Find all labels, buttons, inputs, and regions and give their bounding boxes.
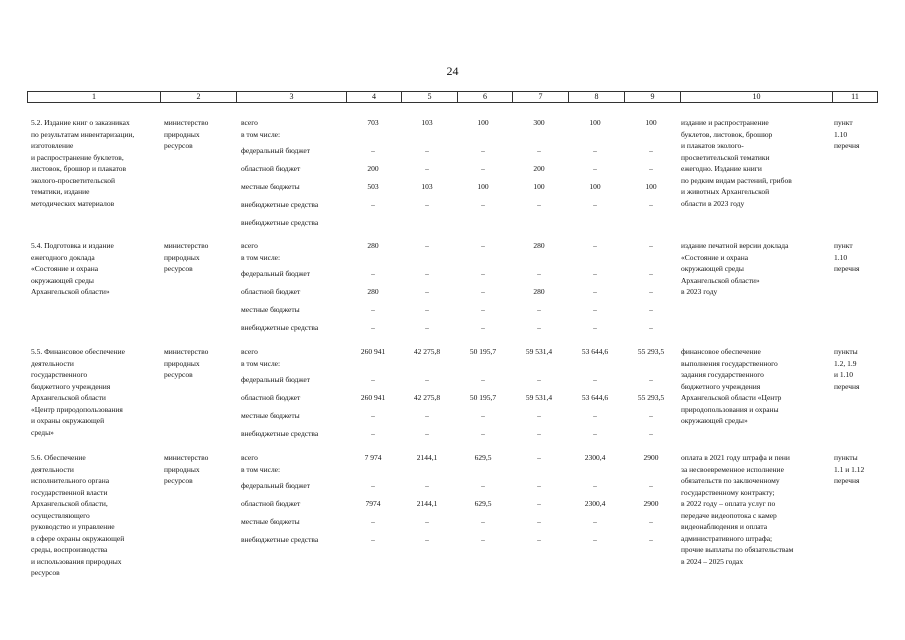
funding-value: – — [537, 269, 541, 278]
funding-value: – — [649, 323, 653, 332]
funding-value: 53 644,6 — [581, 393, 609, 402]
funding-value: 55 293,5 — [637, 393, 665, 402]
funding-source-label: местные бюджеты — [241, 182, 300, 191]
header-col-6: 6 — [457, 92, 512, 102]
header-col-8: 8 — [568, 92, 624, 102]
funding-value: – — [481, 481, 485, 490]
funding-value: – — [481, 164, 485, 173]
measure-name: 5.6. Обеспечение деятельности исполнительного органа государственной власти Архангельской области, осуществляющего руководство и управление в сфере охраны окружающей среды, воспроизводства и использования природных ресурсов — [31, 453, 125, 577]
header-col-11: 11 — [832, 92, 877, 102]
funding-value: – — [481, 287, 485, 296]
header-col-3: 3 — [236, 92, 346, 102]
funding-value: 42 275,8 — [413, 347, 441, 356]
funding-value: – — [593, 241, 597, 250]
funding-value: 100 — [477, 182, 489, 191]
funding-source-label: внебюджетные средства — [241, 535, 319, 544]
funding-value: 629,5 — [474, 499, 492, 508]
funding-value: 103 — [421, 182, 433, 191]
funding-value: – — [481, 241, 485, 250]
header-col-2: 2 — [160, 92, 236, 102]
funding-source-label: областной бюджет — [241, 499, 301, 508]
responsible-executor: министерство природных ресурсов — [164, 118, 209, 150]
funding-value: 55 293,5 — [637, 347, 665, 356]
funding-value: – — [649, 146, 653, 155]
funding-value: 100 — [645, 118, 657, 127]
funding-value: – — [371, 146, 375, 155]
funding-value: 100 — [589, 182, 601, 191]
funding-value: – — [649, 535, 653, 544]
funding-value: 100 — [477, 118, 489, 127]
funding-source-label: внебюджетные средства — [241, 200, 319, 209]
funding-source-label: областной бюджет — [241, 287, 301, 296]
funding-value: 100 — [589, 118, 601, 127]
funding-value: 200 — [367, 164, 379, 173]
funding-source-label: местные бюджеты — [241, 517, 300, 526]
funding-value: – — [649, 517, 653, 526]
funding-value: 280 — [533, 287, 545, 296]
header-col-10: 10 — [680, 92, 832, 102]
funding-value: – — [371, 269, 375, 278]
funding-source-label: федеральный бюджет — [241, 146, 311, 155]
header-col-7: 7 — [512, 92, 568, 102]
funding-value: – — [537, 453, 541, 462]
funding-source-label: всего в том числе: — [241, 241, 281, 262]
funding-value: 2300,4 — [584, 499, 606, 508]
funding-source-label: внебюджетные средства — [241, 218, 319, 227]
funding-value: – — [593, 481, 597, 490]
funding-value: – — [481, 429, 485, 438]
header-col-4: 4 — [346, 92, 401, 102]
funding-value: – — [425, 200, 429, 209]
funding-value: 703 — [367, 118, 379, 127]
funding-value: – — [593, 517, 597, 526]
funding-value: 50 195,7 — [469, 347, 497, 356]
funding-value: 7974 — [365, 499, 381, 508]
funding-value: 2300,4 — [584, 453, 606, 462]
funding-source-label: местные бюджеты — [241, 305, 300, 314]
indicator-reference: пункт 1.10 перечня — [834, 118, 860, 150]
funding-value: 59 531,4 — [525, 393, 553, 402]
funding-value: – — [593, 200, 597, 209]
funding-value: – — [649, 305, 653, 314]
funding-value: – — [481, 323, 485, 332]
measure-name: 5.2. Издание книг о заказниках по результатам инвентаризации, изготовление и распространение буклетов, листовок, брошюр и плакатов эколого-просветительской тематики, издание методических материалов — [31, 118, 135, 208]
funding-value: – — [649, 164, 653, 173]
header-col-9: 9 — [624, 92, 680, 102]
funding-value: 42 275,8 — [413, 393, 441, 402]
funding-source-label: внебюджетные средства — [241, 323, 319, 332]
funding-value: – — [371, 305, 375, 314]
funding-value: – — [371, 517, 375, 526]
funding-value: – — [425, 535, 429, 544]
funding-value: – — [425, 269, 429, 278]
funding-source-label: всего в том числе: — [241, 453, 281, 474]
funding-value: – — [481, 517, 485, 526]
funding-value: – — [481, 146, 485, 155]
funding-value: – — [425, 164, 429, 173]
funding-source-label: федеральный бюджет — [241, 481, 311, 490]
funding-value: – — [537, 146, 541, 155]
table-header-row — [27, 91, 878, 103]
funding-value: – — [481, 411, 485, 420]
funding-value: – — [425, 323, 429, 332]
funding-source-label: областной бюджет — [241, 393, 301, 402]
funding-value: – — [537, 305, 541, 314]
responsible-executor: министерство природных ресурсов — [164, 453, 209, 485]
responsible-executor: министерство природных ресурсов — [164, 241, 209, 273]
funding-value: 2900 — [643, 499, 659, 508]
funding-value: 200 — [533, 164, 545, 173]
funding-source-label: внебюджетные средства — [241, 429, 319, 438]
funding-value: – — [371, 411, 375, 420]
funding-value: – — [425, 241, 429, 250]
funding-value: 7 974 — [364, 453, 382, 462]
funding-value: – — [371, 375, 375, 384]
funding-value: – — [371, 429, 375, 438]
funding-value: – — [649, 269, 653, 278]
funding-source-label: федеральный бюджет — [241, 269, 311, 278]
expected-result: издание и распространение буклетов, листовок, брошюр и плакатов эколого- просветительской тематики ежегодно. Издание книги по редким видам растений, грибов и животных Архангельской области в 2023 году — [681, 118, 792, 208]
funding-value: – — [481, 269, 485, 278]
funding-value: 100 — [533, 182, 545, 191]
indicator-reference: пункты 1.1 и 1.12 перечня — [834, 453, 865, 485]
funding-value: – — [537, 375, 541, 384]
expected-result: издание печатной версии доклада «Состояние и охрана окружающей среды Архангельской области» в 2023 году — [681, 241, 789, 296]
funding-value: – — [593, 411, 597, 420]
funding-value: 103 — [421, 118, 433, 127]
funding-value: – — [593, 269, 597, 278]
funding-value: 503 — [367, 182, 379, 191]
funding-value: – — [371, 535, 375, 544]
indicator-reference: пункты 1.2, 1.9 и 1.10 перечня — [834, 347, 860, 391]
funding-source-label: федеральный бюджет — [241, 375, 311, 384]
funding-value: – — [649, 241, 653, 250]
funding-value: 53 644,6 — [581, 347, 609, 356]
funding-value: 2144,1 — [416, 453, 438, 462]
header-col-5: 5 — [401, 92, 457, 102]
funding-value: – — [593, 164, 597, 173]
funding-source-label: областной бюджет — [241, 164, 301, 173]
funding-value: – — [425, 146, 429, 155]
funding-value: 50 195,7 — [469, 393, 497, 402]
responsible-executor: министерство природных ресурсов — [164, 347, 209, 379]
funding-value: – — [649, 200, 653, 209]
funding-value: – — [481, 535, 485, 544]
funding-value: 300 — [533, 118, 545, 127]
funding-value: – — [537, 323, 541, 332]
funding-value: – — [537, 481, 541, 490]
expected-result: финансовое обеспечение выполнения государственного задания государственного бюджетного учреждения Архангельской области «Центр природопользования и охраны окружающей среды» — [681, 347, 782, 425]
funding-value: – — [537, 411, 541, 420]
funding-value: – — [371, 481, 375, 490]
funding-value: – — [593, 323, 597, 332]
funding-value: – — [537, 200, 541, 209]
funding-value: – — [593, 287, 597, 296]
funding-value: – — [425, 375, 429, 384]
funding-value: – — [537, 535, 541, 544]
funding-value: – — [593, 146, 597, 155]
funding-value: – — [593, 305, 597, 314]
funding-value: – — [537, 499, 541, 508]
funding-value: – — [425, 429, 429, 438]
funding-value: – — [537, 429, 541, 438]
indicator-reference: пункт 1.10 перечня — [834, 241, 860, 273]
funding-value: – — [649, 375, 653, 384]
funding-value: 2900 — [643, 453, 659, 462]
funding-value: – — [593, 429, 597, 438]
funding-source-label: всего в том числе: — [241, 347, 281, 368]
funding-source-label: всего в том числе: — [241, 118, 281, 139]
funding-value: – — [649, 287, 653, 296]
funding-value: 2144,1 — [416, 499, 438, 508]
funding-value: 280 — [367, 241, 379, 250]
funding-value: – — [425, 411, 429, 420]
funding-value: 260 941 — [360, 347, 386, 356]
funding-value: – — [481, 305, 485, 314]
funding-value: – — [649, 411, 653, 420]
funding-value: – — [425, 481, 429, 490]
funding-value: – — [593, 375, 597, 384]
funding-value: 260 941 — [360, 393, 386, 402]
expected-result: оплата в 2021 году штрафа и пени за несвоевременное исполнение обязательств по заключенному государственному контракту; в 2022 году – оплата услуг по передаче видеопотока с камер видеонаблюдения и оплата административного штрафа; прочие выплаты по обязательствам в 2024 – 2025 годах — [681, 453, 794, 566]
funding-value: – — [481, 200, 485, 209]
funding-value: – — [425, 305, 429, 314]
funding-value: – — [649, 429, 653, 438]
funding-source-label: местные бюджеты — [241, 411, 300, 420]
funding-value: 59 531,4 — [525, 347, 553, 356]
funding-value: – — [649, 481, 653, 490]
funding-value: – — [481, 375, 485, 384]
funding-value: 280 — [533, 241, 545, 250]
measure-name: 5.5. Финансовое обеспечение деятельности государственного бюджетного учреждения Архангельской области «Центр природопользования и охраны окружающей среды» — [31, 347, 125, 437]
measure-name: 5.4. Подготовка и издание ежегодного доклада «Состояние и охрана окружающей среды Архангельской области» — [31, 241, 114, 296]
funding-value: – — [593, 535, 597, 544]
funding-value: – — [425, 517, 429, 526]
funding-value: – — [371, 200, 375, 209]
funding-value: – — [537, 517, 541, 526]
page-number: 24 — [446, 64, 459, 78]
funding-value: 100 — [645, 182, 657, 191]
funding-value: – — [371, 323, 375, 332]
funding-value: 280 — [367, 287, 379, 296]
funding-value: 629,5 — [474, 453, 492, 462]
funding-value: – — [425, 287, 429, 296]
header-col-1: 1 — [92, 92, 96, 101]
